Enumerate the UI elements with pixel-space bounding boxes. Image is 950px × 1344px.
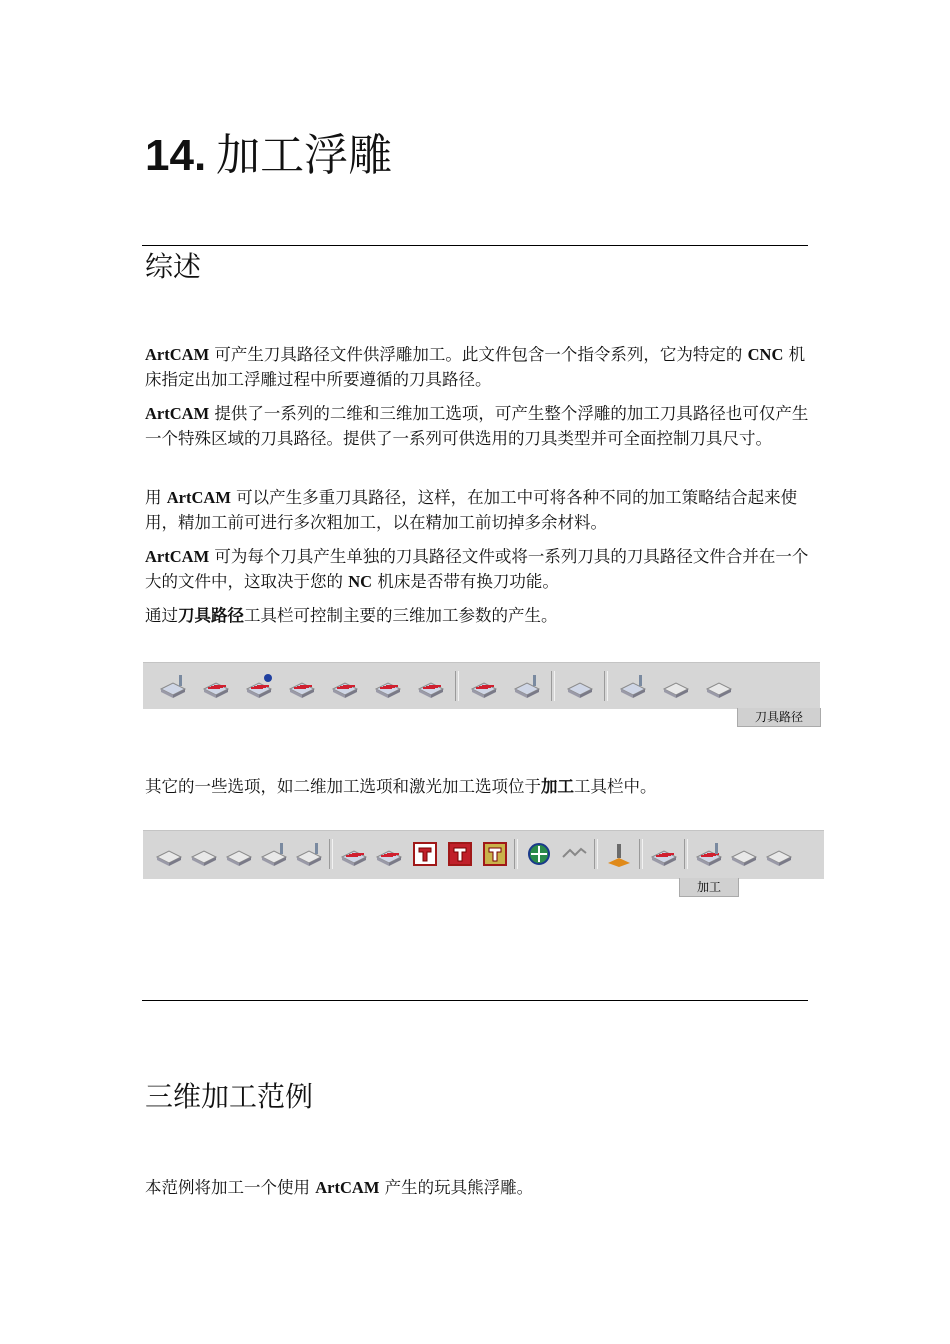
paragraph	[145, 401, 810, 451]
product-name: ArtCAM	[145, 404, 210, 423]
paragraph-text: 工具栏中。	[574, 777, 657, 796]
simulate-block-icon[interactable]	[611, 671, 654, 701]
paragraph-text: 其它的一些选项，如二维加工选项和激光加工选项位于	[145, 777, 541, 796]
machine-block-icon[interactable]	[291, 839, 326, 869]
chapter-number: 14.	[145, 131, 207, 180]
product-name: ArtCAM	[166, 488, 231, 507]
section-heading-overview: 综述	[145, 250, 202, 283]
engrave-icon[interactable]	[221, 839, 256, 869]
area-clear-icon[interactable]	[186, 839, 221, 869]
paragraph-text: 提供了一系列的二维和三维加工选项，可产生整个浮雕的加工刀具路径也可仅产生一个特殊区域的刀具路径。提供了一系列可供选用的刀具类型并可全面控制刀具尺寸。	[145, 404, 809, 448]
toolbar-icons	[151, 671, 740, 701]
tool-database-icon[interactable]	[151, 671, 194, 701]
paragraph-text: 机床指定出加工浮雕过程中所要遵循的刀具路径。	[145, 345, 806, 389]
paragraph-text: 用	[145, 488, 167, 507]
smooth-icon[interactable]	[556, 839, 591, 869]
toolbar-separator	[329, 839, 333, 869]
relief-icon[interactable]	[761, 839, 796, 869]
toolpath-group-icon[interactable]	[462, 671, 505, 701]
tool-holder-icon[interactable]	[505, 671, 548, 701]
feature-icon[interactable]	[521, 839, 556, 869]
toolbar-separator	[639, 839, 643, 869]
chapter-name: 加工浮雕	[216, 130, 393, 181]
toolbar-separator	[604, 671, 608, 701]
paragraph-text: 机床是否带有换刀功能。	[372, 572, 559, 591]
save-toolpath-icon[interactable]	[323, 671, 366, 701]
machining-toolbar	[143, 830, 824, 879]
save-toolpath-icon[interactable]	[646, 839, 681, 869]
toolbar-separator	[455, 671, 459, 701]
toolpaths-toolbar	[143, 662, 820, 709]
material-setup-icon[interactable]	[558, 671, 601, 701]
drill-icon[interactable]	[256, 839, 291, 869]
section-heading-example: 三维加工范例	[145, 1080, 314, 1113]
paragraph-text: 通过	[145, 606, 178, 625]
toolpath-settings-icon[interactable]	[194, 671, 237, 701]
toolpath-calc-icon[interactable]	[280, 671, 323, 701]
toolbar-name-machining: 加工	[541, 777, 574, 796]
paragraph-text: 可以产生多重刀具路径，这样，在加工中可将各种不同的加工策略结合起来使用，精加工前可进行多次粗加工，以在精加工前切掉多余材料。	[145, 488, 798, 532]
laser-icon[interactable]	[601, 839, 636, 869]
toolbar-label-toolpaths: 刀具路径	[737, 708, 821, 727]
paragraph	[145, 544, 810, 594]
section-divider	[142, 245, 808, 246]
paragraph	[145, 603, 810, 628]
paragraph-text: 本范例将加工一个使用	[145, 1178, 316, 1197]
bevel-t-icon[interactable]	[406, 839, 441, 869]
paragraph-text: 可产生刀具路径文件供浮雕加工。此文件包含一个指令系列，它为特定的	[209, 345, 748, 364]
toolbar-name-toolpaths: 刀具路径	[178, 606, 244, 625]
paragraph-text: 可为每个刀具产生单独的刀具路径文件或将一系列刀具的刀具路径文件合并在一个大的文件中，这取决于您的	[145, 547, 809, 591]
product-name: ArtCAM	[145, 345, 210, 364]
section-divider	[142, 1000, 808, 1001]
paragraph	[145, 1175, 810, 1200]
chapter-title	[145, 126, 392, 186]
toolbar-label-machining: 加工	[679, 878, 739, 897]
term-nc: NC	[348, 572, 373, 591]
paragraph-text: 工具栏可控制主要的三维加工参数的产生。	[244, 606, 558, 625]
texture-t-icon[interactable]	[476, 839, 511, 869]
toolbar-separator	[514, 839, 518, 869]
paragraph-text: 产生的玩具熊浮雕。	[379, 1178, 534, 1197]
raster-icon[interactable]	[336, 839, 371, 869]
paragraph	[145, 485, 810, 535]
simulate-relief-icon[interactable]	[654, 671, 697, 701]
simulate-icon[interactable]	[691, 839, 726, 869]
term-cnc: CNC	[747, 345, 784, 364]
product-name: ArtCAM	[315, 1178, 380, 1197]
reset-block-icon[interactable]	[697, 671, 740, 701]
profile-icon[interactable]	[151, 839, 186, 869]
toolbar-separator	[684, 839, 688, 869]
toolbar-icons	[151, 839, 796, 869]
toolpath-merge-icon[interactable]	[366, 671, 409, 701]
machine-3d-icon[interactable]	[371, 839, 406, 869]
toolbar-separator	[594, 839, 598, 869]
block-icon[interactable]	[726, 839, 761, 869]
paragraph	[145, 774, 810, 799]
paragraph	[145, 342, 810, 392]
toolpath-stack-icon[interactable]	[409, 671, 452, 701]
toolbar-separator	[551, 671, 555, 701]
toolpath-info-icon[interactable]	[237, 671, 280, 701]
product-name: ArtCAM	[145, 547, 210, 566]
inlay-t-icon[interactable]	[441, 839, 476, 869]
